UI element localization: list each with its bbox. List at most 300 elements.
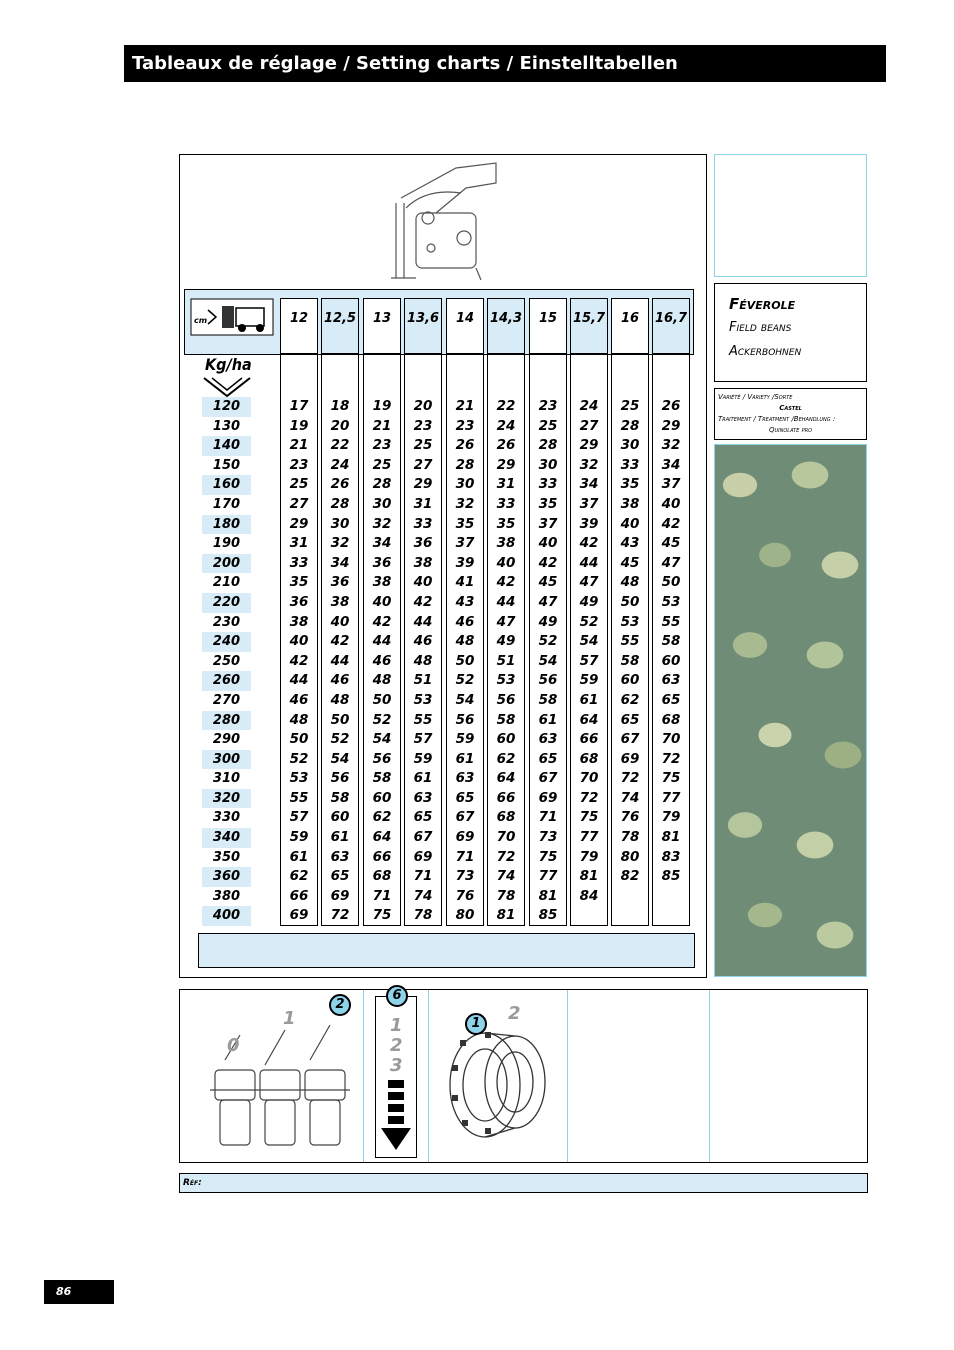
rate-column bbox=[487, 354, 525, 926]
rate-cell: 32 bbox=[661, 437, 681, 454]
rate-cell: 67 bbox=[620, 731, 640, 748]
rate-cell: 66 bbox=[579, 731, 599, 748]
divider bbox=[363, 990, 364, 1162]
rate-cell: 63 bbox=[455, 770, 475, 787]
rate-cell: 68 bbox=[372, 868, 392, 885]
speed-step-2: 2 bbox=[390, 1035, 403, 1056]
rate-cell: 28 bbox=[455, 456, 475, 473]
rate-cell: 42 bbox=[372, 613, 392, 630]
rate-cell: 31 bbox=[496, 476, 516, 493]
crop-name-de: Ackerbohnen bbox=[729, 344, 802, 359]
rate-cell: 37 bbox=[455, 535, 475, 552]
kg-ha-column bbox=[202, 397, 251, 926]
rate-cell: 53 bbox=[413, 691, 433, 708]
kg-ha-cell: 170 bbox=[212, 496, 241, 512]
rate-cell: 35 bbox=[620, 476, 640, 493]
rate-cell: 68 bbox=[579, 750, 599, 767]
rate-cell: 64 bbox=[372, 829, 392, 846]
column-header: 16,7 bbox=[652, 298, 690, 354]
kg-ha-cell: 400 bbox=[202, 906, 251, 926]
kg-ha-cell: 330 bbox=[212, 810, 241, 826]
rate-cell bbox=[653, 887, 689, 907]
rate-cell: 29 bbox=[496, 456, 516, 473]
rate-cell: 64 bbox=[496, 770, 516, 787]
rate-cell: 60 bbox=[330, 809, 350, 826]
rate-cell: 65 bbox=[661, 691, 681, 708]
rate-cell: 50 bbox=[620, 593, 640, 610]
rate-cell: 40 bbox=[538, 535, 558, 552]
gear-position-1: 1 bbox=[283, 1008, 296, 1029]
rate-cell: 55 bbox=[620, 633, 640, 650]
rate-cell: 40 bbox=[661, 495, 681, 512]
rate-cell: 25 bbox=[289, 476, 309, 493]
rate-cell: 69 bbox=[620, 750, 640, 767]
rate-cell: 40 bbox=[330, 613, 350, 630]
rate-cell: 67 bbox=[538, 770, 558, 787]
rate-cell: 23 bbox=[413, 417, 433, 434]
kg-ha-cell: 200 bbox=[202, 554, 251, 574]
kg-ha-cell: 360 bbox=[202, 867, 251, 887]
rate-cell: 34 bbox=[330, 554, 350, 571]
rate-cell: 76 bbox=[620, 809, 640, 826]
rate-cell: 69 bbox=[455, 829, 475, 846]
rate-column bbox=[446, 354, 484, 926]
rate-cell: 38 bbox=[289, 613, 309, 630]
rate-cell: 63 bbox=[661, 672, 681, 689]
kg-ha-cell: 380 bbox=[212, 888, 241, 904]
rate-column bbox=[611, 354, 649, 926]
kg-ha-cell: 210 bbox=[212, 575, 241, 591]
rate-cell: 29 bbox=[413, 476, 433, 493]
rate-cell: 58 bbox=[496, 711, 516, 728]
rate-cell: 75 bbox=[538, 848, 558, 865]
rate-cell: 60 bbox=[661, 652, 681, 669]
rate-cell: 45 bbox=[620, 554, 640, 571]
rate-cell: 42 bbox=[496, 574, 516, 591]
rate-cell: 32 bbox=[579, 456, 599, 473]
tractor-icon bbox=[190, 298, 274, 336]
rate-cell: 42 bbox=[538, 554, 558, 571]
rate-cell: 58 bbox=[661, 633, 681, 650]
rate-cell: 52 bbox=[289, 750, 309, 767]
rate-cell: 64 bbox=[579, 711, 599, 728]
rate-cell: 40 bbox=[372, 593, 392, 610]
unit-icon-label: cm bbox=[194, 316, 208, 325]
rate-cell: 42 bbox=[330, 633, 350, 650]
rate-cell: 59 bbox=[289, 829, 309, 846]
rate-cell: 42 bbox=[579, 535, 599, 552]
rate-cell: 43 bbox=[620, 535, 640, 552]
rate-cell: 69 bbox=[413, 848, 433, 865]
rate-cell: 53 bbox=[496, 672, 516, 689]
kg-ha-cell: 320 bbox=[202, 789, 251, 809]
rate-cell: 46 bbox=[455, 613, 475, 630]
rate-cell: 38 bbox=[372, 574, 392, 591]
rate-cell: 62 bbox=[496, 750, 516, 767]
rate-cell bbox=[612, 887, 648, 907]
rate-cell: 60 bbox=[620, 672, 640, 689]
rate-cell: 60 bbox=[372, 789, 392, 806]
rate-cell: 46 bbox=[289, 691, 309, 708]
rate-cell: 78 bbox=[620, 829, 640, 846]
divider bbox=[567, 990, 568, 1162]
rate-cell: 57 bbox=[413, 731, 433, 748]
rate-cell: 78 bbox=[413, 907, 433, 924]
rate-cell: 61 bbox=[330, 829, 350, 846]
rate-cell: 70 bbox=[661, 731, 681, 748]
rate-cell: 59 bbox=[579, 672, 599, 689]
rate-cell: 47 bbox=[579, 574, 599, 591]
rate-cell: 56 bbox=[538, 672, 558, 689]
column-header: 15,7 bbox=[570, 298, 608, 354]
rate-cell: 59 bbox=[455, 731, 475, 748]
rate-cell: 65 bbox=[455, 789, 475, 806]
rate-cell: 61 bbox=[455, 750, 475, 767]
rate-cell: 43 bbox=[455, 593, 475, 610]
rate-cell: 72 bbox=[496, 848, 516, 865]
rate-column bbox=[363, 354, 401, 926]
divider bbox=[428, 990, 429, 1162]
rate-cell: 58 bbox=[372, 770, 392, 787]
rate-cell: 67 bbox=[413, 829, 433, 846]
rate-cell: 39 bbox=[455, 554, 475, 571]
rate-cell: 49 bbox=[538, 613, 558, 630]
rate-cell: 18 bbox=[330, 398, 350, 414]
treatment-value: Quinolate pro bbox=[768, 426, 813, 434]
variety-label: Variété / Variety /Sorte bbox=[718, 393, 793, 401]
rate-cell: 44 bbox=[289, 672, 309, 689]
rate-cell: 23 bbox=[455, 417, 475, 434]
rate-cell: 54 bbox=[579, 633, 599, 650]
rate-cell: 30 bbox=[538, 456, 558, 473]
rate-cell: 48 bbox=[330, 691, 350, 708]
rate-cell: 41 bbox=[455, 574, 475, 591]
rate-cell: 78 bbox=[496, 887, 516, 904]
ref-label: Réf: bbox=[183, 1178, 202, 1188]
rate-cell: 60 bbox=[496, 731, 516, 748]
rate-cell: 26 bbox=[661, 398, 681, 414]
rate-cell: 30 bbox=[372, 495, 392, 512]
rate-cell: 22 bbox=[330, 437, 350, 454]
rate-cell: 30 bbox=[330, 515, 350, 532]
kg-ha-cell: 290 bbox=[212, 732, 241, 748]
rate-cell: 23 bbox=[289, 456, 309, 473]
rate-cell: 67 bbox=[455, 809, 475, 826]
rate-cell: 75 bbox=[372, 907, 392, 924]
rate-column bbox=[652, 354, 690, 926]
rate-cell: 35 bbox=[455, 515, 475, 532]
rate-cell: 55 bbox=[289, 789, 309, 806]
rate-cell: 70 bbox=[496, 829, 516, 846]
rate-cell: 65 bbox=[413, 809, 433, 826]
rate-cell: 61 bbox=[413, 770, 433, 787]
field-beans-photo bbox=[714, 444, 867, 977]
rate-cell bbox=[612, 906, 648, 926]
rate-cell: 47 bbox=[661, 554, 681, 571]
rate-cell: 83 bbox=[661, 848, 681, 865]
kg-ha-cell: 270 bbox=[212, 692, 241, 708]
rate-cell: 26 bbox=[330, 476, 350, 493]
rate-cell: 80 bbox=[620, 848, 640, 865]
rate-cell: 21 bbox=[372, 417, 392, 434]
rate-cell: 17 bbox=[289, 398, 309, 414]
rate-cell: 81 bbox=[496, 907, 516, 924]
rate-cell: 55 bbox=[661, 613, 681, 630]
rate-cell: 52 bbox=[538, 633, 558, 650]
column-header: 12 bbox=[280, 298, 318, 354]
chart-note-bar bbox=[198, 933, 695, 968]
rate-cell: 33 bbox=[413, 515, 433, 532]
rate-cell: 65 bbox=[330, 868, 350, 885]
rate-cell: 47 bbox=[538, 593, 558, 610]
reference-bar bbox=[179, 1173, 868, 1193]
machine-photo-placeholder bbox=[714, 154, 867, 277]
rate-cell: 26 bbox=[496, 437, 516, 454]
rate-cell: 35 bbox=[289, 574, 309, 591]
kg-ha-cell: 350 bbox=[212, 849, 241, 865]
rate-cell: 33 bbox=[496, 495, 516, 512]
rate-cell: 23 bbox=[538, 398, 558, 414]
rate-column bbox=[404, 354, 442, 926]
rate-cell: 69 bbox=[289, 907, 309, 924]
rate-cell: 72 bbox=[579, 789, 599, 806]
rate-cell: 38 bbox=[330, 593, 350, 610]
rate-cell: 50 bbox=[289, 731, 309, 748]
column-header: 13,6 bbox=[404, 298, 442, 354]
rate-cell: 74 bbox=[413, 887, 433, 904]
rate-cell: 42 bbox=[413, 593, 433, 610]
rate-cell: 71 bbox=[372, 887, 392, 904]
kg-ha-cell: 150 bbox=[212, 457, 241, 473]
rate-cell: 54 bbox=[372, 731, 392, 748]
kg-ha-cell: 130 bbox=[212, 418, 241, 434]
kg-ha-cell: 160 bbox=[202, 475, 251, 495]
rate-cell: 42 bbox=[289, 652, 309, 669]
rate-cell: 68 bbox=[496, 809, 516, 826]
rate-cell: 38 bbox=[413, 554, 433, 571]
rate-cell: 73 bbox=[455, 868, 475, 885]
rate-column bbox=[529, 354, 567, 926]
rate-cell: 57 bbox=[579, 652, 599, 669]
rate-cell: 79 bbox=[661, 809, 681, 826]
kg-ha-cell: 180 bbox=[202, 515, 251, 535]
rate-cell: 54 bbox=[455, 691, 475, 708]
rate-cell: 38 bbox=[496, 535, 516, 552]
rate-cell: 46 bbox=[330, 672, 350, 689]
speed-step-1: 1 bbox=[390, 1015, 403, 1036]
kg-ha-cell: 310 bbox=[212, 771, 241, 787]
rate-cell: 37 bbox=[579, 495, 599, 512]
rate-cell: 68 bbox=[661, 711, 681, 728]
column-header: 16 bbox=[611, 298, 649, 354]
rate-cell: 24 bbox=[330, 456, 350, 473]
rate-cell: 50 bbox=[372, 691, 392, 708]
divider bbox=[709, 990, 710, 1162]
rate-cell: 63 bbox=[413, 789, 433, 806]
crop-name-en: Field beans bbox=[729, 320, 792, 335]
column-header: 14,3 bbox=[487, 298, 525, 354]
rate-cell: 70 bbox=[579, 770, 599, 787]
kg-ha-cell: 120 bbox=[202, 397, 251, 417]
rate-cell: 48 bbox=[620, 574, 640, 591]
rate-cell: 29 bbox=[289, 515, 309, 532]
rate-cell: 33 bbox=[538, 476, 558, 493]
rate-cell: 48 bbox=[455, 633, 475, 650]
rate-cell: 71 bbox=[413, 868, 433, 885]
rate-cell: 49 bbox=[496, 633, 516, 650]
rate-cell: 32 bbox=[330, 535, 350, 552]
seed-metering-unit-illustration bbox=[386, 158, 506, 283]
rate-cell: 27 bbox=[579, 417, 599, 434]
variety-value: Castel bbox=[779, 404, 802, 412]
rate-cell: 46 bbox=[372, 652, 392, 669]
rate-cell: 26 bbox=[455, 437, 475, 454]
speed-step-3: 3 bbox=[390, 1055, 403, 1076]
rate-cell: 36 bbox=[289, 593, 309, 610]
rate-cell: 61 bbox=[579, 691, 599, 708]
rate-cell bbox=[653, 906, 689, 926]
variety-box bbox=[714, 388, 867, 440]
rate-cell: 61 bbox=[289, 848, 309, 865]
rate-cell: 56 bbox=[330, 770, 350, 787]
rate-cell: 21 bbox=[289, 437, 309, 454]
rate-cell: 71 bbox=[455, 848, 475, 865]
rate-cell: 45 bbox=[538, 574, 558, 591]
rate-cell: 53 bbox=[289, 770, 309, 787]
rate-cell: 38 bbox=[620, 495, 640, 512]
kg-ha-cell: 190 bbox=[212, 536, 241, 552]
rate-cell: 79 bbox=[579, 848, 599, 865]
unit-label: Kg/ha bbox=[205, 355, 252, 374]
rate-cell: 72 bbox=[661, 750, 681, 767]
treatment-label: Traitement / Treatment /Behandlung : bbox=[718, 415, 836, 423]
rate-cell: 52 bbox=[579, 613, 599, 630]
rate-cell: 32 bbox=[455, 495, 475, 512]
rate-cell: 36 bbox=[330, 574, 350, 591]
rate-cell: 56 bbox=[455, 711, 475, 728]
rate-cell: 22 bbox=[496, 398, 516, 414]
rate-cell: 69 bbox=[330, 887, 350, 904]
rate-cell: 40 bbox=[496, 554, 516, 571]
rate-cell: 47 bbox=[496, 613, 516, 630]
rate-cell: 24 bbox=[496, 417, 516, 434]
column-header: 13 bbox=[363, 298, 401, 354]
rate-cell: 19 bbox=[289, 417, 309, 434]
kg-ha-cell: 300 bbox=[202, 750, 251, 770]
rate-column bbox=[321, 354, 359, 926]
rate-cell: 54 bbox=[330, 750, 350, 767]
rate-cell: 80 bbox=[455, 907, 475, 924]
rate-cell: 46 bbox=[413, 633, 433, 650]
rate-cell: 85 bbox=[538, 907, 558, 924]
rate-cell: 75 bbox=[661, 770, 681, 787]
rate-cell: 50 bbox=[455, 652, 475, 669]
kg-ha-cell: 220 bbox=[202, 593, 251, 613]
rate-cell: 30 bbox=[455, 476, 475, 493]
rate-cell: 27 bbox=[289, 495, 309, 512]
rate-cell: 28 bbox=[372, 476, 392, 493]
rate-cell: 44 bbox=[496, 593, 516, 610]
rate-cell: 66 bbox=[496, 789, 516, 806]
rate-cell: 74 bbox=[620, 789, 640, 806]
kg-ha-cell: 280 bbox=[202, 711, 251, 731]
rate-cell: 33 bbox=[289, 554, 309, 571]
rate-cell: 40 bbox=[289, 633, 309, 650]
kg-ha-cell: 250 bbox=[212, 653, 241, 669]
rate-cell: 48 bbox=[289, 711, 309, 728]
rate-cell: 71 bbox=[538, 809, 558, 826]
rate-cell: 32 bbox=[372, 515, 392, 532]
rate-cell: 59 bbox=[413, 750, 433, 767]
rate-cell: 52 bbox=[372, 711, 392, 728]
speed-arrow-icon bbox=[381, 1080, 411, 1152]
crop-name-box bbox=[714, 283, 867, 382]
rate-cell: 48 bbox=[413, 652, 433, 669]
rate-cell: 72 bbox=[330, 907, 350, 924]
rate-column bbox=[280, 354, 318, 926]
rate-cell: 28 bbox=[538, 437, 558, 454]
rate-cell: 65 bbox=[538, 750, 558, 767]
rate-cell: 55 bbox=[413, 711, 433, 728]
rate-cell: 84 bbox=[579, 887, 599, 904]
rate-cell: 52 bbox=[455, 672, 475, 689]
rate-cell: 25 bbox=[372, 456, 392, 473]
rate-cell: 30 bbox=[620, 437, 640, 454]
rate-cell: 51 bbox=[413, 672, 433, 689]
rate-cell: 56 bbox=[496, 691, 516, 708]
rate-cell: 33 bbox=[620, 456, 640, 473]
kg-ha-cell: 340 bbox=[202, 828, 251, 848]
rate-cell: 34 bbox=[579, 476, 599, 493]
rate-cell: 56 bbox=[372, 750, 392, 767]
rate-cell: 37 bbox=[661, 476, 681, 493]
rate-cell: 23 bbox=[372, 437, 392, 454]
rate-cell: 20 bbox=[413, 398, 433, 414]
rate-cell: 25 bbox=[538, 417, 558, 434]
rate-cell: 72 bbox=[620, 770, 640, 787]
wheel-badge: 1 bbox=[465, 1013, 487, 1035]
rate-cell: 45 bbox=[661, 535, 681, 552]
rate-cell: 48 bbox=[372, 672, 392, 689]
rate-cell: 27 bbox=[413, 456, 433, 473]
rate-cell: 42 bbox=[661, 515, 681, 532]
rate-cell: 66 bbox=[372, 848, 392, 865]
rate-cell: 50 bbox=[330, 711, 350, 728]
rate-cell: 58 bbox=[620, 652, 640, 669]
rate-cell: 57 bbox=[289, 809, 309, 826]
rate-cell: 49 bbox=[579, 593, 599, 610]
rate-cell: 65 bbox=[620, 711, 640, 728]
rate-cell: 20 bbox=[330, 417, 350, 434]
kg-ha-cell: 140 bbox=[202, 436, 251, 456]
rate-cell: 77 bbox=[661, 789, 681, 806]
wheel-alt-number: 2 bbox=[508, 1003, 521, 1024]
kg-ha-cell: 260 bbox=[202, 671, 251, 691]
rate-cell: 62 bbox=[620, 691, 640, 708]
rate-cell: 53 bbox=[661, 593, 681, 610]
rate-cell: 74 bbox=[496, 868, 516, 885]
rate-cell: 29 bbox=[579, 437, 599, 454]
rate-cell: 21 bbox=[455, 398, 475, 414]
rate-cell: 69 bbox=[538, 789, 558, 806]
kg-ha-cell: 240 bbox=[202, 632, 251, 652]
drive-wheel-illustration bbox=[440, 1020, 555, 1145]
kg-ha-cell: 230 bbox=[212, 614, 241, 630]
rate-cell: 77 bbox=[579, 829, 599, 846]
rate-cell: 58 bbox=[538, 691, 558, 708]
rate-cell: 51 bbox=[496, 652, 516, 669]
gear-badge: 2 bbox=[329, 994, 351, 1016]
